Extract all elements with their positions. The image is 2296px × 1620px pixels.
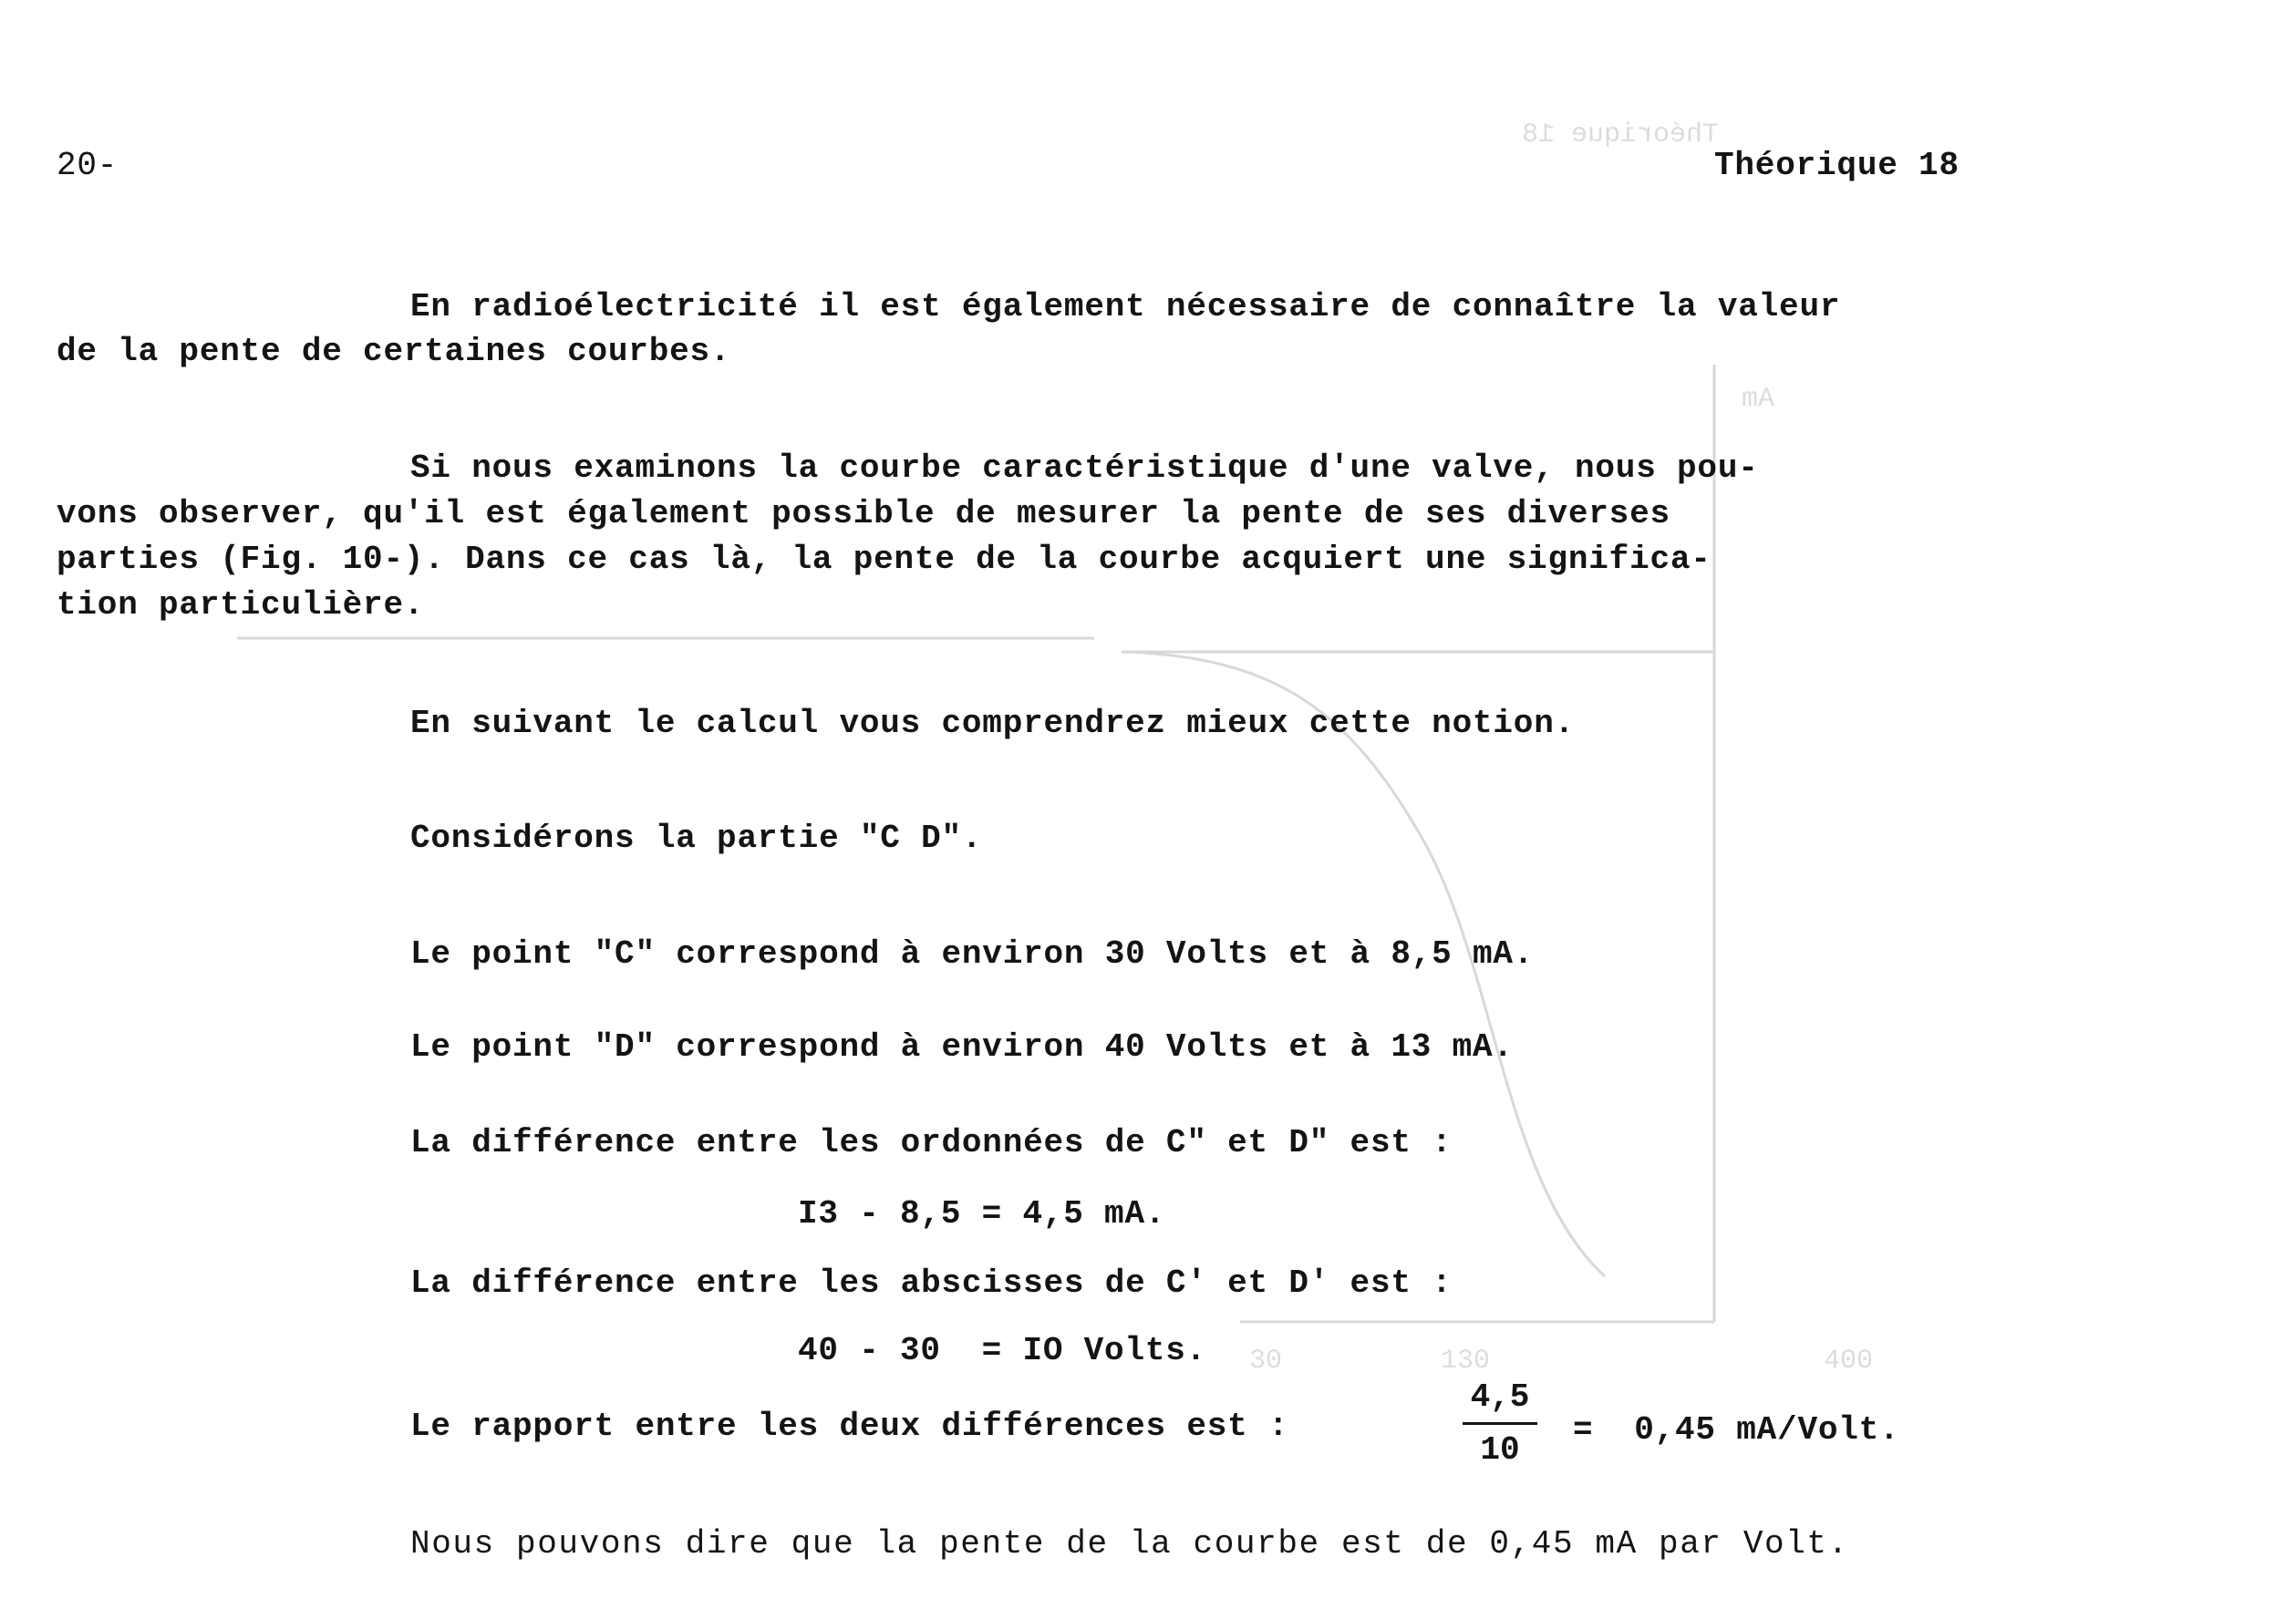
page-number: 20- [57,147,119,184]
svg-text:30: 30 [1249,1346,1283,1377]
ordinates-difference-line: La différence entre les ordonnées de C" et D" est : [410,1124,1453,1161]
fraction-bar [1463,1422,1537,1425]
svg-text:400: 400 [1824,1346,1874,1377]
conclusion-line: Nous pouvons dire que la pente de la courbe est de 0,45 mA par Volt. [410,1525,1849,1563]
fraction-numerator: 4,5 [1470,1378,1530,1416]
paragraph-3: En suivant le calcul vous comprendrez mieux cette notion. [410,705,1575,742]
paragraph-1-line-2: de la pente de certaines courbes. [57,333,731,370]
fraction-denominator: 10 [1480,1431,1520,1469]
paragraph-2-line-1: Si nous examinons la courbe caractéristique d'une valve, nous pou- [410,449,1759,487]
paragraph-1-line-1: En radioélectricité il est également nécessaire de connaître la valeur [410,288,1841,325]
paragraph-2-line-3: parties (Fig. 10-). Dans ce cas là, la pente de la courbe acquiert une significa- [57,541,1712,578]
point-d-line: Le point "D" correspond à environ 40 Volts et à 13 mA. [410,1028,1514,1066]
course-title: Théorique 18 [1714,147,1960,184]
abscissas-difference-line: La différence entre les abscisses de C' et D' est : [410,1264,1453,1302]
point-c-line: Le point "C" correspond à environ 30 Volts et à 8,5 mA. [410,935,1535,973]
ratio-line-prefix: Le rapport entre les deux différences est : [410,1408,1289,1445]
paragraph-4: Considérons la partie "C D". [410,820,983,857]
svg-text:mA: mA [1742,384,1775,415]
paragraph-2-line-4: tion particulière. [57,586,425,624]
svg-text:Théorique 18: Théorique 18 [1521,119,1719,150]
ordinates-equation: I3 - 8,5 = 4,5 mA. [798,1195,1166,1233]
paragraph-2-line-2: vons observer, qu'il est également possible de mesurer la pente de ses diverses [57,495,1670,532]
svg-text:130: 130 [1441,1346,1491,1377]
ratio-line-result: = 0,45 mA/Volt. [1573,1411,1900,1449]
abscissas-equation: 40 - 30 = IO Volts. [798,1332,1207,1369]
